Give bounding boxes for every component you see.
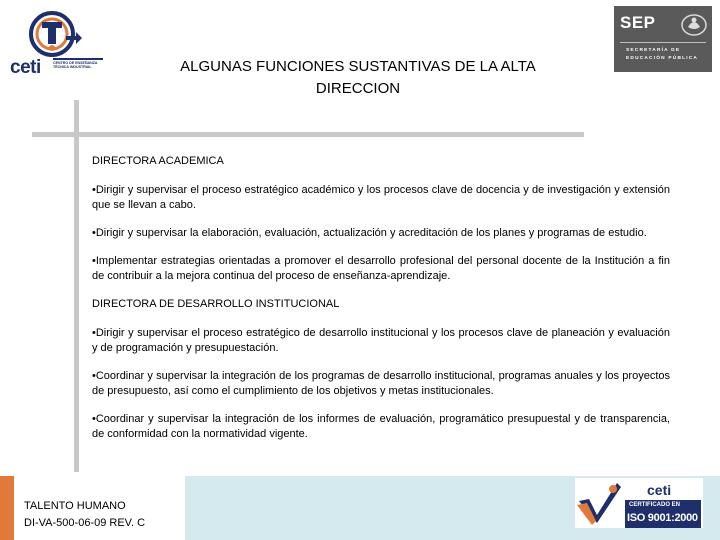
footer-document-code: DI-VA-500-06-09 REV. C xyxy=(24,517,146,529)
footer-left-panel xyxy=(0,476,181,540)
bullet-item: •Implementar estrategias orientadas a promover el desarrollo profesional del personal docente de la Institución a fin de contribuir a la mejora continua del proceso de enseñanza-aprendizaje. xyxy=(92,255,670,282)
ceti-logo-word: ceti xyxy=(10,57,41,78)
sep-logo-line2: EDUCACIÓN PÚBLICA xyxy=(626,56,699,61)
bullet-item: •Coordinar y supervisar la integración de los informes de evaluación, programático presupuestal y de transparencia, de conformidad con la normatividad vigente. xyxy=(92,413,670,440)
ceti-logo-subtitle xyxy=(53,61,105,69)
bullet-item: •Dirigir y supervisar la elaboración, evaluación, actualización y acreditación de los planes y programas de estudio. xyxy=(92,227,647,239)
ceti-logo xyxy=(8,10,104,78)
ceti-emblem-icon xyxy=(22,10,82,58)
cert-line1: CERTIFICADO EN xyxy=(629,502,680,508)
page-title-line1: ALGUNAS FUNCIONES SUSTANTIVAS DE LA ALTA xyxy=(180,58,536,75)
footer-department: TALENTO HUMANO xyxy=(24,500,126,512)
ceti-subtitle-line2: TÉCNICA INDUSTRIAL xyxy=(53,65,92,70)
section-academica xyxy=(92,154,670,284)
section-heading: DIRECTORA ACADEMICA xyxy=(92,155,224,167)
content-body xyxy=(92,154,670,455)
bullet-item: •Coordinar y supervisar la integración de los programas de desarrollo institucional, programas anuales y los proyectos de presupuesto, así como el cumplimiento de los objetivos y metas institucionales. xyxy=(92,370,670,397)
iso-certification-badge xyxy=(575,478,703,528)
bullet-item: •Dirigir y supervisar el proceso estratégico de desarrollo institucional y los procesos clave de planeación y evaluación y de programación y presupuestación. xyxy=(92,327,670,354)
ceti-logo-rule xyxy=(53,58,103,60)
ceti-subtitle-line1: CENTRO DE ENSEÑANZA xyxy=(53,61,98,65)
bullet-item: •Dirigir y supervisar el proceso estratégico académico y los procesos clave de docencia y de investigación y extensión que se llevan a cabo. xyxy=(92,184,670,211)
cert-brand: ceti xyxy=(647,482,672,498)
sep-eagle-emblem-icon xyxy=(680,11,708,37)
frame-horizontal-rule xyxy=(32,132,584,137)
iso-check-icon xyxy=(575,479,623,527)
sep-logo xyxy=(614,6,712,72)
page-title-line2: DIRECCION xyxy=(315,80,401,97)
section-heading: DIRECTORA DE DESARROLLO INSTITUCIONAL xyxy=(92,298,340,310)
frame-vertical-rule xyxy=(74,100,79,472)
page-title xyxy=(118,56,598,100)
cert-line2: ISO 9001:2000 xyxy=(627,512,698,524)
sep-logo-line1: SECRETARÍA DE xyxy=(626,48,681,53)
section-desarrollo-institucional xyxy=(92,297,670,442)
sep-logo-divider xyxy=(620,42,706,43)
sep-logo-word: SEP xyxy=(620,13,656,32)
footer-left-inner xyxy=(14,476,181,540)
